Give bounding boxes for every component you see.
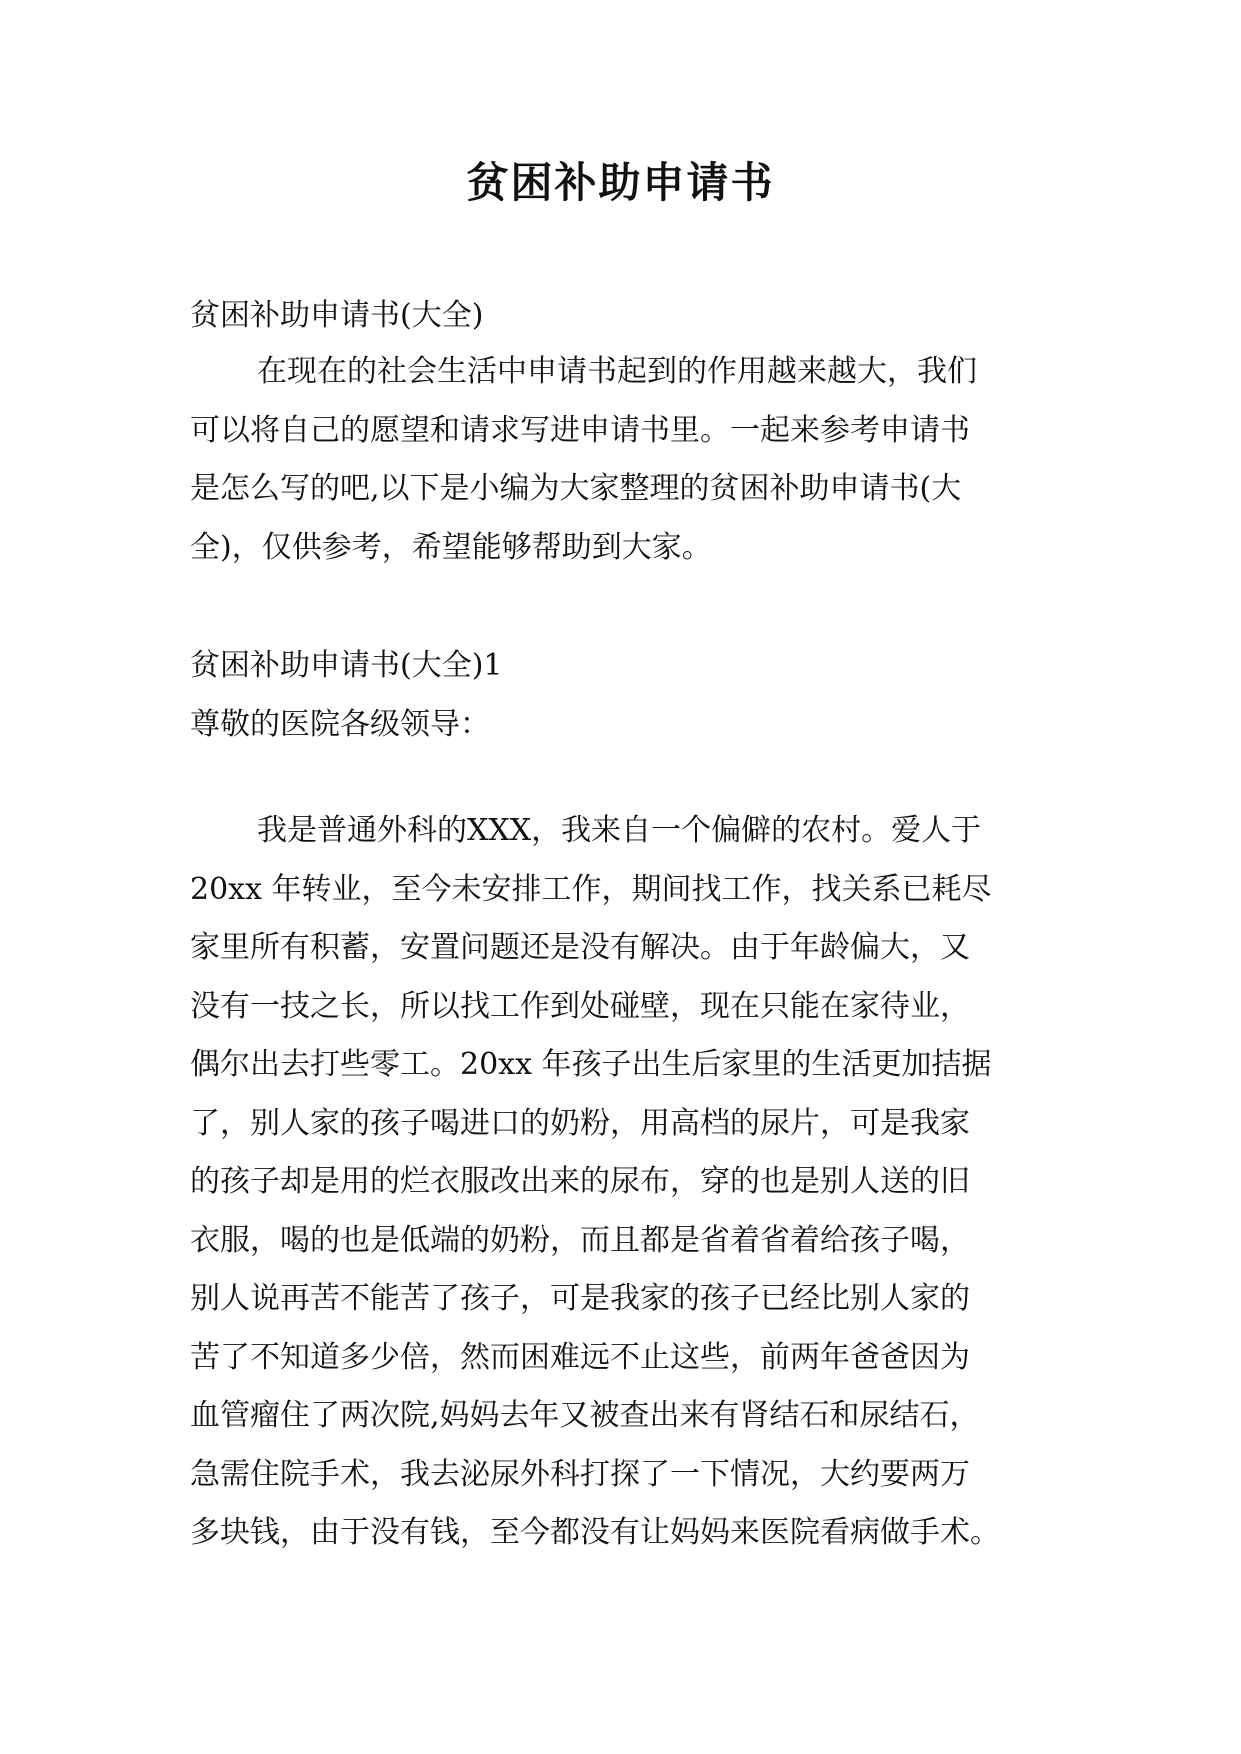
body-line: 的孩子却是用的烂衣服改出来的尿布，穿的也是别人送的旧 <box>190 1164 970 1199</box>
intro-line: 是怎么写的吧,以下是小编为大家整理的贫困补助申请书(大 <box>190 471 962 506</box>
body-line: 血管瘤住了两次院,妈妈去年又被查出来有肾结石和尿结石， <box>190 1398 980 1433</box>
document-subtitle <box>190 287 1055 346</box>
body-line: 20xx 年转业，至今未安排工作，期间找工作，找关系已耗尽 <box>190 871 992 907</box>
body-line: 偶尔出去打些零工。20xx 年孩子出生后家里的生活更加拮据 <box>190 1047 992 1082</box>
body-line: 家里所有积蓄，安置问题还是没有解决。由于年龄偏大，又 <box>190 930 970 965</box>
subtitle-line: 贫困补助申请书(大全) <box>190 298 484 333</box>
intro-paragraph <box>190 343 1055 577</box>
body-line: 苦了不知道多少倍，然而困难远不止这些，前两年爸爸因为 <box>190 1339 970 1375</box>
salutation <box>190 696 1055 755</box>
letter-body-paragraph <box>190 802 1055 1563</box>
document-title: 贫困补助申请书 <box>466 158 775 207</box>
intro-line: 在现在的社会生活中申请书起到的作用越来越大，我们 <box>257 354 977 389</box>
body-line: 多块钱，由于没有钱，至今都没有让妈妈来医院看病做手术。 <box>190 1515 1000 1550</box>
body-line: 我是普通外科的XXX，我来自一个偏僻的农村。爱人于 <box>257 813 982 848</box>
salutation-line: 尊敬的医院各级领导： <box>190 707 490 742</box>
body-line: 别人说再苦不能苦了孩子，可是我家的孩子已经比别人家的 <box>190 1281 970 1316</box>
body-line: 急需住院手术，我去泌尿外科打探了一下情况，大约要两万 <box>190 1456 970 1492</box>
body-line: 了，别人家的孩子喝进口的奶粉，用高档的尿片，可是我家 <box>190 1105 970 1141</box>
body-line: 没有一技之长，所以找工作到处碰壁，现在只能在家待业， <box>190 988 970 1024</box>
section-heading-line: 贫困补助申请书(大全)1 <box>190 648 503 683</box>
body-line: 衣服，喝的也是低端的奶粉，而且都是省着省着给孩子喝， <box>190 1222 970 1258</box>
intro-line: 可以将自己的愿望和请求写进申请书里。一起来参考申请书 <box>190 412 970 448</box>
intro-line: 全)，仅供参考，希望能够帮助到大家。 <box>190 529 712 565</box>
section-heading <box>190 637 1055 696</box>
